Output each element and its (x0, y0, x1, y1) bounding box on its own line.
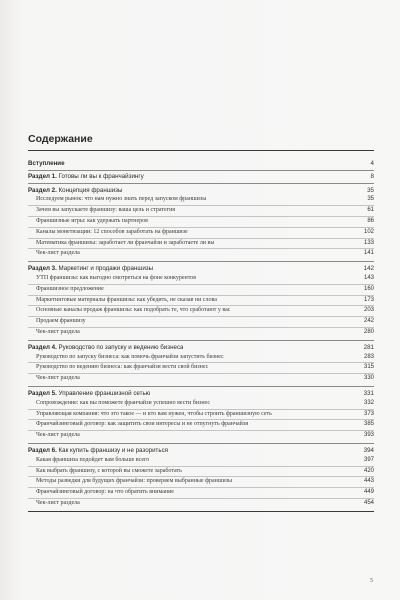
section-heading: Раздел 6. Как купить франшизу и не разориться (28, 446, 169, 454)
toc-intro-label: Вступление (28, 160, 65, 167)
toc-entry: Франчайзинговый договор: на что обратить внимание 449 (28, 488, 374, 499)
toc-section (28, 387, 374, 444)
toc-section (28, 262, 374, 341)
toc-entry: Руководство по ведению бизнеса: как франчайзи вести свой бизнес 315 (28, 363, 374, 374)
toc-entry: Чек-лист раздела 330 (36, 375, 374, 382)
toc-entry: Методы разведки для будущих франчайзи: проверяем выбранные франшизы 443 (28, 477, 374, 488)
toc-entry: Франшизное предложение 160 (28, 285, 374, 296)
table-of-contents (28, 133, 374, 512)
toc-entry: Какая франшиза подойдет вам больше всего 397 (28, 456, 374, 467)
section-page: 394 (363, 446, 374, 454)
page-number: 5 (370, 578, 373, 584)
toc-section (28, 341, 374, 387)
toc-entry: Маркетинговые материалы франшизы: как убедить, не сказав ни слова 173 (28, 296, 374, 307)
section-page: 331 (363, 389, 374, 397)
toc-entry: Зачем вы запускаете франшизу: ваша цель и стратегия 61 (28, 206, 374, 217)
section-heading: Раздел 2. Концепция франшизы (28, 186, 123, 194)
section-heading: Раздел 3. Маркетинг и продажи франшизы (28, 265, 154, 273)
toc-entry: Франшизные игры: как удержать партнеров 86 (28, 217, 374, 228)
toc-entry: Исследуем рынок: что нам нужно знать перед запуском франшизы 35 (28, 195, 374, 206)
toc-entry: Математика франшизы: заработает ли франчайзи и заработаете ли вы 133 (28, 239, 374, 250)
toc-entry: Чек-лист раздела 141 (36, 250, 374, 257)
section-page: 281 (363, 343, 374, 351)
toc-entry: Основные каналы продаж франшизы: как подобрать те, что сработают у вас 203 (28, 306, 374, 317)
toc-entry: Как выбрать франшизу, с которой вы сможете заработать 420 (28, 467, 374, 478)
toc-title: Содержание (28, 133, 374, 151)
toc-entry: Чек-лист раздела 280 (36, 328, 374, 335)
toc-entry: УТП франшизы: как выгодно смотреться на фоне конкурентов 143 (28, 274, 374, 285)
toc-entry: Руководство по запуску бизнеса: как помочь франчайзи запустить бизнес 283 (28, 353, 374, 364)
section-page: 8 (370, 172, 374, 180)
toc-entry: Чек-лист раздела 393 (36, 432, 374, 439)
toc-section (28, 171, 374, 184)
toc-entry: Каналы монетизации: 12 способов заработать на франшизе 102 (28, 228, 374, 239)
toc-entry: Продаем франшизу 242 (28, 317, 374, 328)
toc-intro (28, 158, 374, 171)
section-heading: Раздел 4. Руководство по запуску и ведению бизнеса (28, 343, 184, 351)
section-heading: Раздел 1. Готовы ли вы к франчайзингу (28, 172, 144, 180)
toc-entry: Чек-лист раздела 454 (36, 499, 374, 506)
section-page: 35 (367, 186, 374, 194)
toc-entry: Франчайзинговый договор: как защитить свои интересы и не отпугнуть франчайзи 385 (28, 420, 374, 431)
toc-section (28, 444, 374, 512)
section-heading: Раздел 5. Управление франшизной сетью (28, 389, 151, 397)
toc-section (28, 184, 374, 263)
toc-entry: Сопровождение: как вы поможете франчайзи успешно вести бизнес 332 (28, 399, 374, 410)
section-page: 142 (363, 265, 374, 273)
toc-intro-page: 4 (370, 160, 374, 167)
toc-entry: Управляющая компания: что это такое — и кто вам нужен, чтобы строить франшизную сеть 373 (28, 410, 374, 421)
